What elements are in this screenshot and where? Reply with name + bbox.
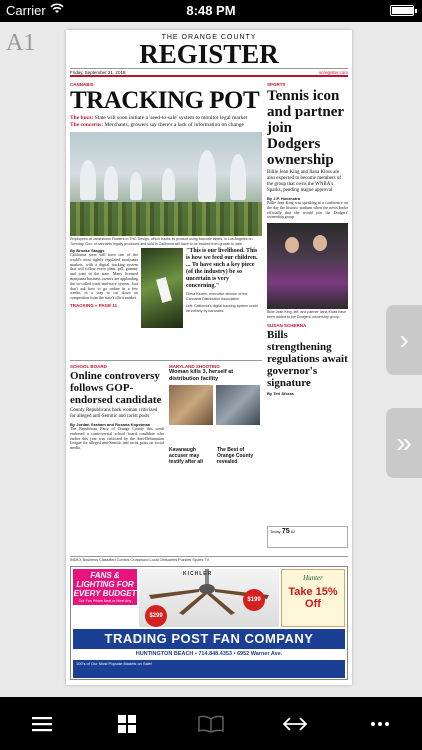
lead-deck (70, 115, 262, 129)
page-viewer[interactable] (0, 22, 422, 697)
sports-byline: By J.P. Hoornstra (267, 196, 301, 201)
lead-headline: TRACKING POT (70, 87, 260, 114)
deck-label-2: The concerns: (70, 122, 104, 128)
weather-low: 62 (290, 529, 296, 534)
fit-width-button[interactable] (275, 704, 315, 744)
ellipsis-icon (370, 721, 390, 727)
more-options-button[interactable] (360, 704, 400, 744)
newspaper-page[interactable] (66, 30, 352, 685)
deck-label-1: The buzz: (70, 115, 94, 121)
weather-box (267, 526, 348, 548)
pull-quote-source: Elena Kluxen, executive director of the Cannabis Distribution Association (186, 292, 248, 301)
ad-promo-box (73, 569, 137, 608)
sports-body: Billie Jean King was speaking at a conference on the day the historic stadium when the news broke officially that she would join the Dodgers' ownership group. (267, 200, 348, 220)
sports-photo-caption: Billie Jean King, left, and partner Ilana Kloss have been added to the Dodgers' ownership group. (267, 310, 347, 319)
advertisement[interactable] (70, 566, 348, 680)
ad-banner: TRADING POST FAN COMPANY (73, 629, 345, 649)
maryland-photo-2 (216, 385, 260, 425)
ad-brand: KICHLER (183, 571, 213, 577)
ad-offer-box (281, 569, 345, 627)
lead-story[interactable] (70, 82, 262, 328)
bottom-toolbar (0, 697, 422, 750)
weather-high: 75 (281, 528, 290, 535)
lead-body: California soon will have one of the world's most tightly regulated marijuana markets, with a digital tracking system that will follow every plant, pill, gummy and joint in the state. Many licensed marijuana business owners are applauding the so-called track-and-trace system. Just don't ask how to go online in a few weeks, or a way to cut down on competition from the state's illicit market. (70, 252, 138, 301)
maryland-story[interactable] (169, 364, 263, 465)
lead-byline: By Brooke Staggs (70, 248, 105, 253)
clock: 8:48 PM (186, 3, 236, 18)
school-headline: Online controversy follows GOP-endorsed candidate (70, 370, 162, 406)
next-page-button[interactable] (386, 305, 422, 375)
ad-price-1: $199 (243, 589, 265, 611)
ad-footer: 100's of Our Most Popular Models on Sale! (73, 660, 345, 678)
politics-section: SUSAN SCHERNA (267, 323, 307, 329)
ad-address: HUNTINGTON BEACH • 714.848.4353 • 6952 Warner Ave. (135, 651, 283, 657)
deck-text-2: Merchants, growers say there's a lack of information on change (104, 122, 244, 128)
sports-deck: Billie Jean King and Ilana Kloss are also expected to become members of the group that owns the WNBA's Sparks, pending league approval (267, 170, 341, 193)
grid-icon (118, 715, 136, 733)
battery-icon (390, 5, 414, 16)
school-body: The Republican Party of Orange County this week endorsed a controversial school board candidate who earlier this year was criticized by the Anti-Defamation League for alleged anti-Semitic and racist posts on social media. (70, 426, 164, 451)
school-story[interactable] (70, 364, 164, 451)
reading-mode-button[interactable] (191, 704, 231, 744)
carrier-label: Carrier (6, 3, 46, 18)
last-page-button[interactable] (386, 408, 422, 478)
lead-jump: TRACKING » PAGE 11 (70, 302, 118, 308)
politics-headline: Bills strengthening regulations await governor's signature (267, 329, 348, 390)
section-divider (70, 360, 262, 361)
page-label: A1 (6, 30, 36, 56)
mini-story-1[interactable]: Kavanaugh accuser may testify after all (169, 447, 203, 465)
school-byline: By Jordan Graham and Roxana Kopetman (70, 422, 151, 427)
plant-photo (141, 248, 183, 328)
grid-view-button[interactable] (107, 704, 147, 744)
ad-right-offer: Take 15% Off (288, 586, 338, 610)
maryland-photo (169, 385, 213, 425)
sports-photo (267, 223, 348, 309)
masthead: REGISTER (139, 39, 279, 69)
masthead-small: THE ORANGE COUNTY (161, 34, 257, 41)
website-label: ocregister.com (318, 70, 348, 75)
dateline (70, 68, 348, 77)
school-section: SCHOOL BOARD (70, 364, 107, 369)
deck-text-1: State will soon initiate a 'seed-to-sale' system to monitor legal market (94, 115, 248, 121)
chevron-right-icon: › (399, 324, 409, 355)
sports-headline: Tennis icon and partner join Dodgers ownership (267, 88, 344, 168)
menu-button[interactable] (22, 704, 62, 744)
school-deck: County Republicans back woman criticized for alleged anti-Semitic and racist posts (70, 408, 158, 419)
sports-section: SPORTS (267, 82, 286, 87)
pull-quote: "This is our livelihood. This is how we feed our children. ... To have such a key piece (of the industry) be so uncertain is very concerning." (186, 248, 258, 289)
ad-right-brand: Hunter (303, 574, 323, 582)
ad-price-2: $299 (145, 605, 167, 627)
lead-photo-caption: Employees at Jamestown Flowers in THC Design, which tracks its product using barcode labels, in Los Angeles on Tuesday. Gov. of cannabis legally produced and sold in California will have to be tracked from growth to sale. (70, 237, 253, 246)
lead-section: CANNABIS (70, 82, 94, 87)
ad-left-sub: Our Fan Prices Beat or Meet Any Internet Pricing (78, 599, 132, 608)
ad-left-title: FANS & LIGHTING FOR EVERY BUDGET (73, 571, 137, 598)
index-bar (70, 556, 348, 563)
politics-byline: By Teri Sforza (267, 391, 294, 397)
plant-photo-caption: Left: California's digital tracking system could be entirely by barcodes. (186, 304, 258, 313)
maryland-headline: Woman kills 3, herself at distribution facility (169, 369, 234, 382)
lead-photo (70, 132, 262, 236)
issue-date: Friday, September 21, 2018 (70, 70, 126, 75)
weather-label: Today (270, 529, 281, 534)
resize-horizontal-icon (282, 716, 308, 732)
status-bar (0, 0, 422, 22)
double-chevron-right-icon: » (396, 427, 412, 458)
sports-story[interactable] (267, 82, 348, 396)
mini-story-2[interactable]: The Best of Orange County revealed (217, 447, 254, 465)
maryland-section: MARYLAND SHOOTING (169, 364, 220, 369)
hamburger-icon (32, 716, 52, 732)
index-list: INDEX Business Classified Comics Crossword Local Obituaries Puzzles Sports TV (70, 558, 210, 562)
open-book-icon (198, 715, 224, 733)
